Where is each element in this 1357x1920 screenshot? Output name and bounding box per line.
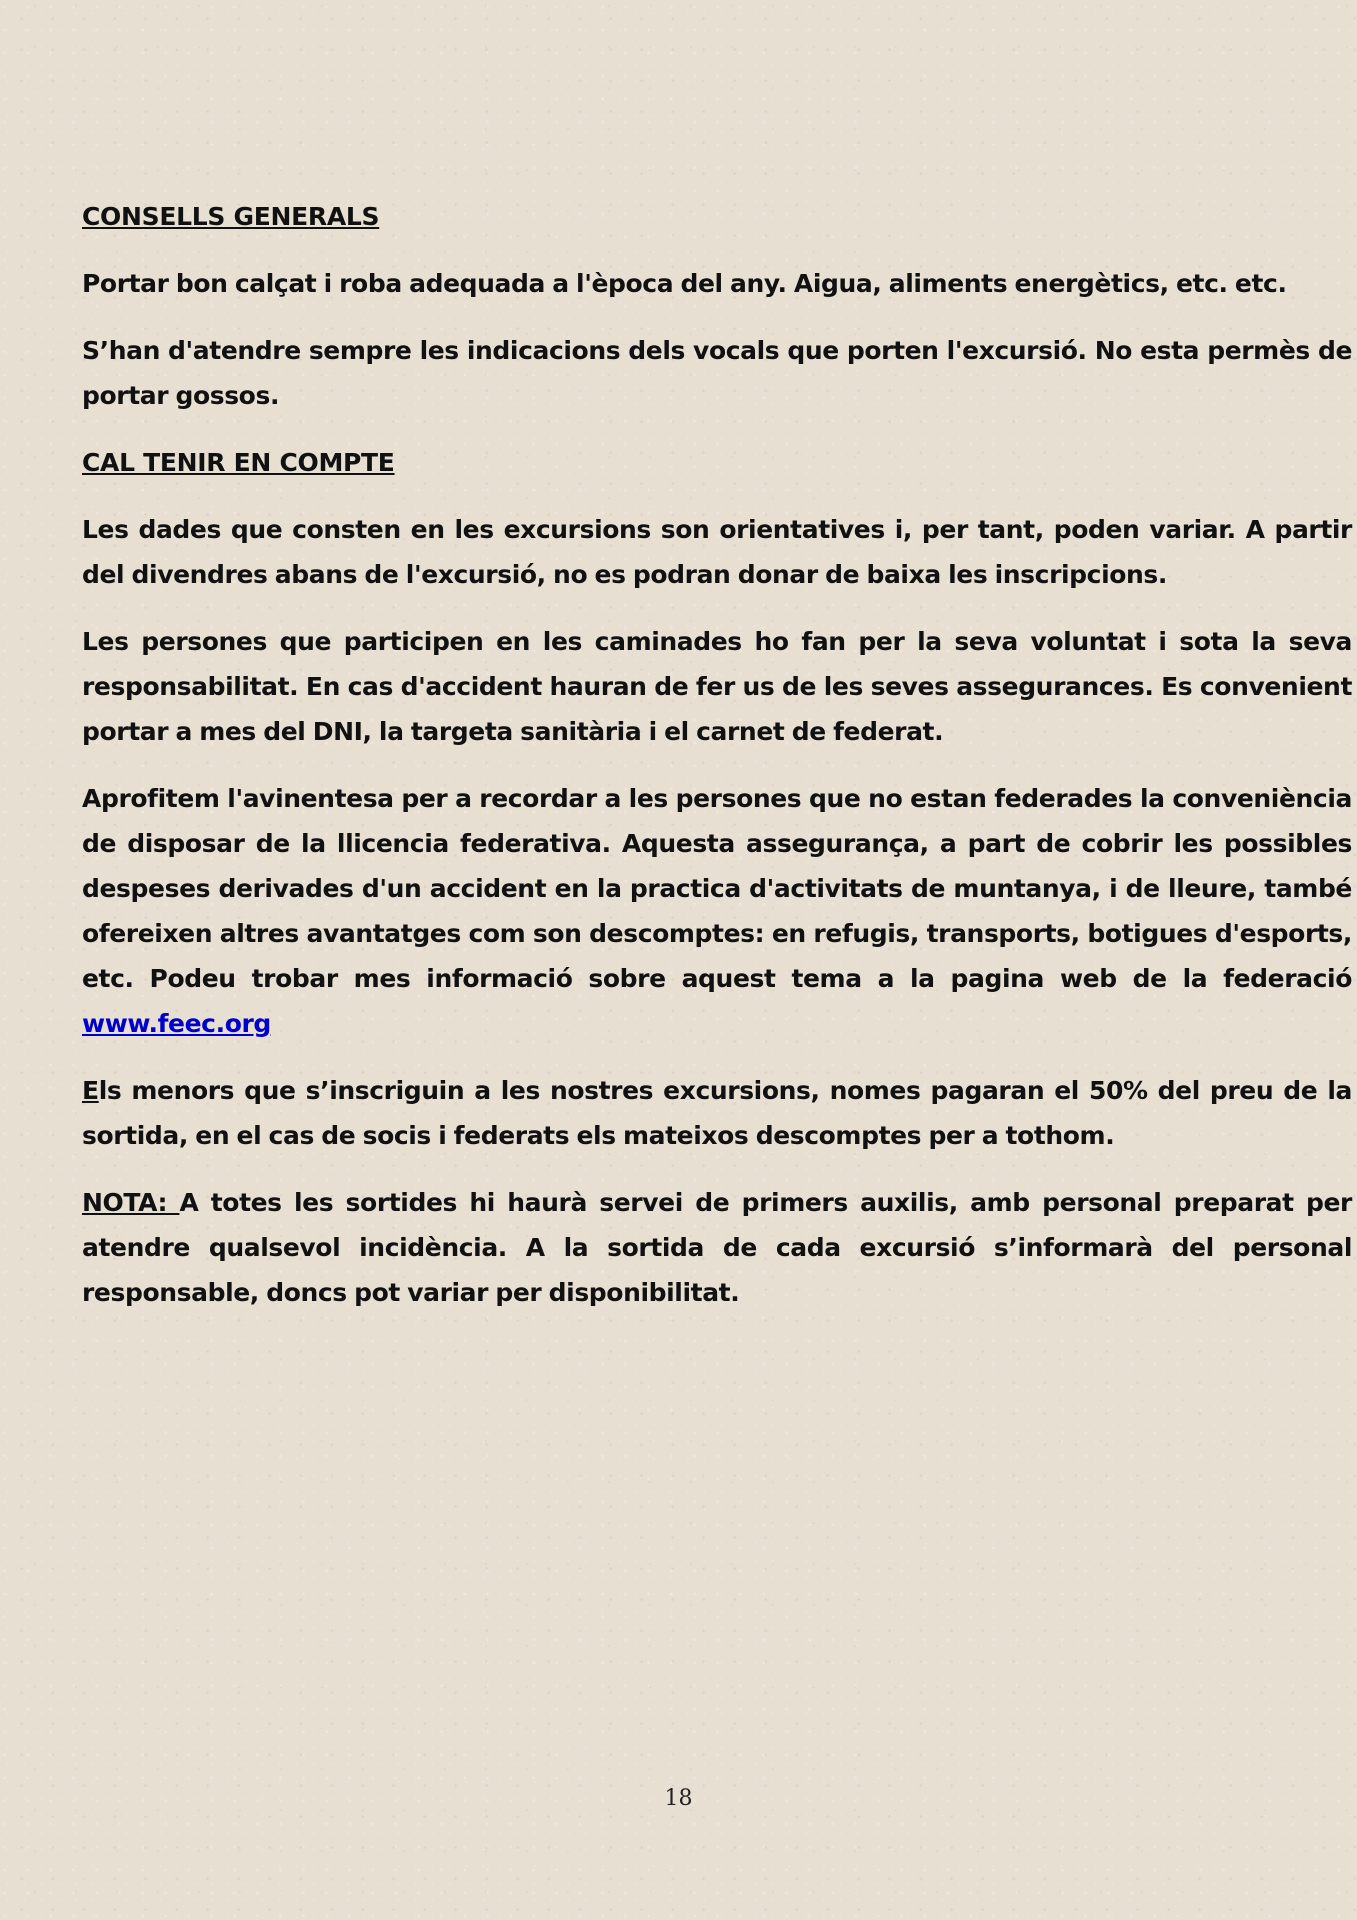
section-heading-general: CONSELLS GENERALS	[82, 202, 380, 231]
paragraph-minors	[82, 1068, 1352, 1158]
minors-text: ls menors que s’inscriguin a les nostres excursions, nomes pagaran el 50% del preu de la sortida, en el cas de socis i federats els mateixos descomptes per a tothom.	[82, 1076, 1352, 1150]
note-label: NOTA:	[82, 1188, 180, 1217]
section-heading-account: CAL TENIR EN COMPTE	[82, 448, 395, 477]
minors-first-letter: E	[82, 1076, 99, 1105]
paragraph-responsibility: Les persones que participen en les caminades ho fan per la seva voluntat i sota la seva responsabilitat. En cas d'accident hauran de fer us de les seves assegurances. Es convenient portar a mes del DNI, la targeta sanitària i el carnet de federat.	[82, 627, 1352, 746]
paragraph-federation-license	[82, 776, 1352, 1046]
page-number: 18	[664, 1786, 693, 1811]
paragraph-data-orientative: Les dades que consten en les excursions son orientatives i, per tant, poden variar. A partir del divendres abans de l'excursió, no es podran donar de baixa les inscripcions.	[82, 515, 1352, 589]
paragraph-note	[82, 1180, 1352, 1315]
note-text: A totes les sortides hi haurà servei de primers auxilis, amb personal preparat per atendre qualsevol incidència. A la sortida de cada excursió s’informarà del personal responsable, doncs pot variar per disponibilitat.	[82, 1188, 1352, 1307]
paragraph-clothing: Portar bon calçat i roba adequada a l'època del any. Aigua, aliments energètics, etc. etc.	[82, 269, 1287, 298]
document-body	[82, 194, 1352, 1337]
federation-text: Aprofitem l'avinentesa per a recordar a les persones que no estan federades la conveniència de disposar de la llicencia federativa. Aquesta assegurança, a part de cobrir les possibles despeses derivades d'un accident en la practica d'activitats de muntanya, i de lleure, també ofereixen altres avantatges com son descomptes: en refugis, transports, botigues d'esports, etc. Podeu trobar mes informació sobre aquest tema a la pagina web de la federació	[82, 784, 1352, 993]
federation-website-link[interactable]: www.feec.org	[82, 1009, 271, 1038]
paragraph-instructions: S’han d'atendre sempre les indicacions dels vocals que porten l'excursió. No esta permès de portar gossos.	[82, 336, 1352, 410]
